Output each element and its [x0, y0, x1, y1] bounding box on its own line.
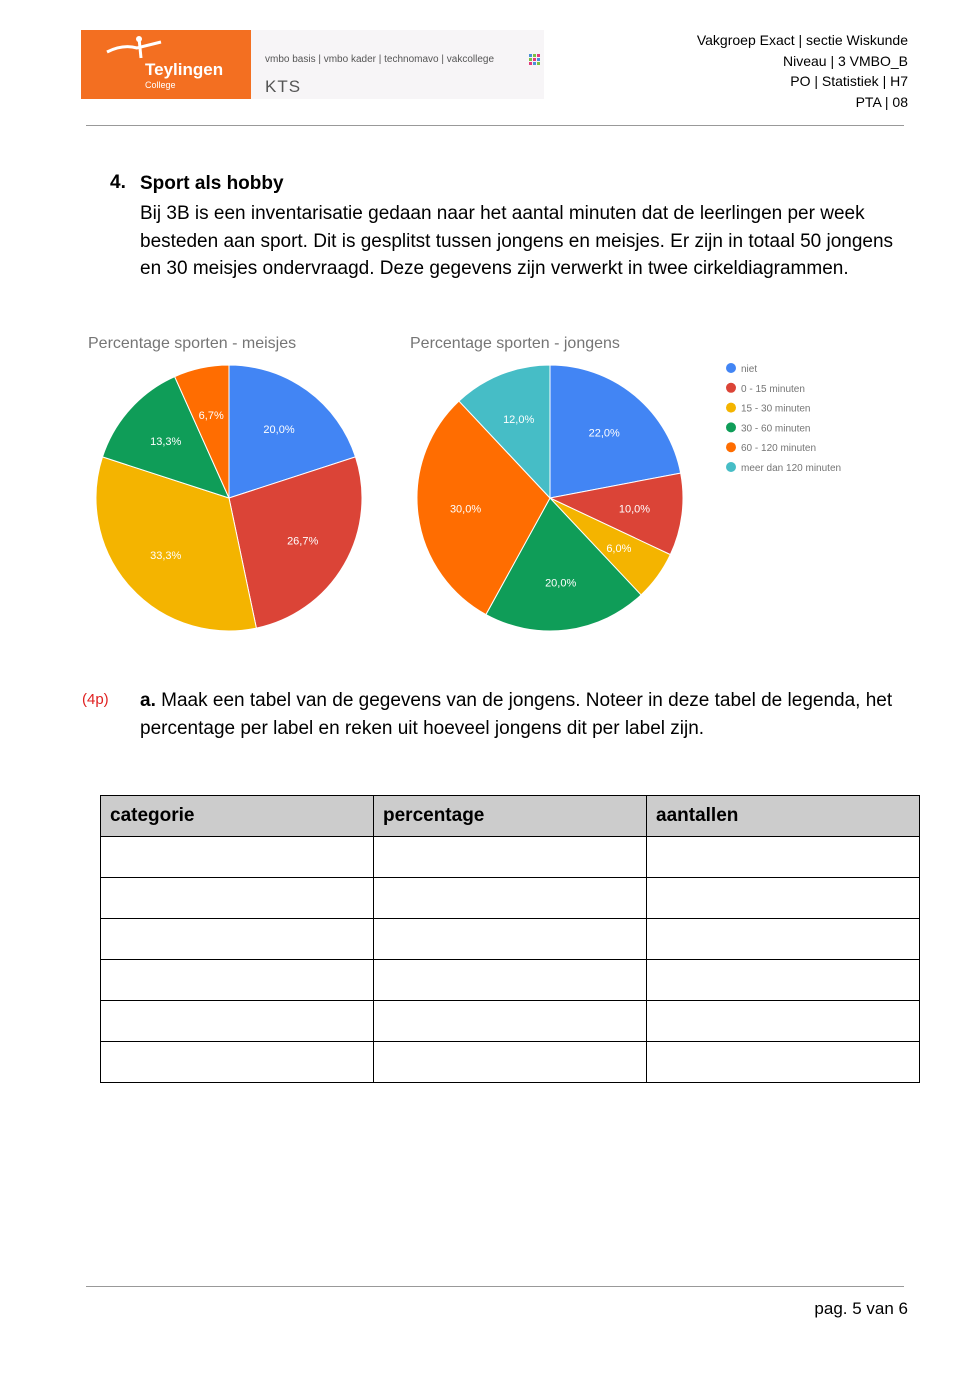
- table-header-cell: categorie: [101, 796, 374, 837]
- subquestion-letter: a.: [140, 690, 156, 711]
- chart-legend: [726, 363, 841, 474]
- meta-line: Niveau | 3 VMBO_B: [782, 52, 908, 69]
- legend-marker-icon: [726, 383, 736, 393]
- logo-name: Teylingen: [145, 60, 224, 79]
- table-cell[interactable]: [374, 1042, 647, 1083]
- jongens-slice-label-5: 12,0%: [503, 413, 535, 426]
- meta-line: Vakgroep Exact | sectie Wiskunde: [696, 32, 908, 48]
- school-logo: [81, 30, 251, 99]
- table-header-row: [101, 796, 920, 837]
- question-title: Sport als hobby: [140, 173, 284, 194]
- table-row: [101, 878, 920, 919]
- chart-title-jongens: Percentage sporten - jongens: [410, 335, 620, 352]
- jongens-slice-label-1: 10,0%: [618, 503, 651, 516]
- table-row: [101, 1001, 920, 1042]
- table-cell[interactable]: [647, 919, 920, 960]
- table-header-cell: aantallen: [647, 796, 920, 837]
- legend-marker-icon: [726, 462, 736, 472]
- meisjes-slice-label-1: 26,7%: [287, 535, 319, 548]
- table-cell[interactable]: [101, 960, 374, 1001]
- legend-marker-icon: [726, 442, 736, 452]
- table-cell[interactable]: [101, 837, 374, 878]
- table-cell[interactable]: [101, 1001, 374, 1042]
- legend-label: 60 - 120 minuten: [741, 443, 817, 455]
- table-row: [101, 960, 920, 1001]
- pie-meisjes: [96, 365, 362, 631]
- page-number: pag. 5 van 6: [814, 1299, 908, 1318]
- legend-label: 30 - 60 minuten: [741, 423, 811, 435]
- legend-marker-icon: [726, 363, 736, 373]
- logo-sub: College: [145, 80, 176, 90]
- jongens-slice-label-4: 30,0%: [449, 503, 482, 516]
- jongens-slice-label-0: 22,0%: [588, 427, 620, 440]
- jongens-slice-label-3: 20,0%: [545, 577, 577, 590]
- table-cell[interactable]: [101, 1042, 374, 1083]
- chart-title-meisjes: Percentage sporten - meisjes: [88, 335, 297, 352]
- table-cell[interactable]: [647, 837, 920, 878]
- dot-grid-icon: [529, 54, 541, 66]
- school-banner: [251, 30, 544, 99]
- meta-line: PO | Statistiek | H7: [790, 73, 908, 89]
- jongens-slice-label-2: 6,0%: [606, 543, 632, 556]
- table-row: [101, 919, 920, 960]
- table-header-cell: percentage: [374, 796, 647, 837]
- legend-marker-icon: [726, 403, 736, 413]
- school-types: vmbo basis | vmbo kader | technomavo | vakcollege: [265, 54, 495, 65]
- pie-jongens: [417, 365, 683, 631]
- table-cell[interactable]: [647, 960, 920, 1001]
- footer-divider: [86, 1286, 904, 1287]
- table-row: [101, 837, 920, 878]
- legend-label: 0 - 15 minuten: [741, 383, 805, 395]
- legend-marker-icon: [726, 422, 736, 432]
- table-cell[interactable]: [101, 919, 374, 960]
- school-code: KTS: [265, 77, 302, 96]
- pie-charts: [80, 325, 880, 655]
- subquestion-body: Maak een tabel van de gegevens van de jongens. Noteer in deze tabel de legenda, het percentage per label en reken uit hoeveel jongens dit per label zijn.: [140, 690, 893, 739]
- table-cell[interactable]: [101, 878, 374, 919]
- header-divider: [86, 125, 904, 126]
- table-cell[interactable]: [374, 960, 647, 1001]
- legend-label: meer dan 120 minuten: [741, 463, 842, 474]
- legend-label: 15 - 30 minuten: [741, 403, 811, 415]
- table-cell[interactable]: [647, 1042, 920, 1083]
- question-body: Bij 3B is een inventarisatie gedaan naar het aantal minuten dat de leerlingen per week besteden aan sport. Dit is gesplitst tussen jongens en meisjes. Er zijn in totaal 50 jongens en 30 meisjes ondervraagd. Deze gegevens zijn verwerkt in twee cirkeldiagrammen.: [140, 203, 894, 279]
- meta-line: PTA | 08: [855, 93, 908, 110]
- legend-label: niet: [741, 364, 758, 375]
- header-meta: [697, 30, 908, 112]
- meisjes-slice-label-2: 33,3%: [150, 549, 182, 562]
- points-label: (4p): [82, 691, 109, 708]
- answer-table: [100, 795, 920, 1083]
- table-cell[interactable]: [647, 878, 920, 919]
- question-number: 4.: [110, 172, 126, 193]
- table-cell[interactable]: [374, 1001, 647, 1042]
- table-row: [101, 1042, 920, 1083]
- table-cell[interactable]: [374, 837, 647, 878]
- table-cell[interactable]: [374, 878, 647, 919]
- meisjes-slice-label-0: 20,0%: [263, 424, 295, 437]
- table-cell[interactable]: [647, 1001, 920, 1042]
- subquestion-text: [140, 687, 910, 743]
- meisjes-slice-label-4: 6,7%: [198, 409, 224, 422]
- meisjes-slice-label-3: 13,3%: [150, 436, 182, 449]
- table-cell[interactable]: [374, 919, 647, 960]
